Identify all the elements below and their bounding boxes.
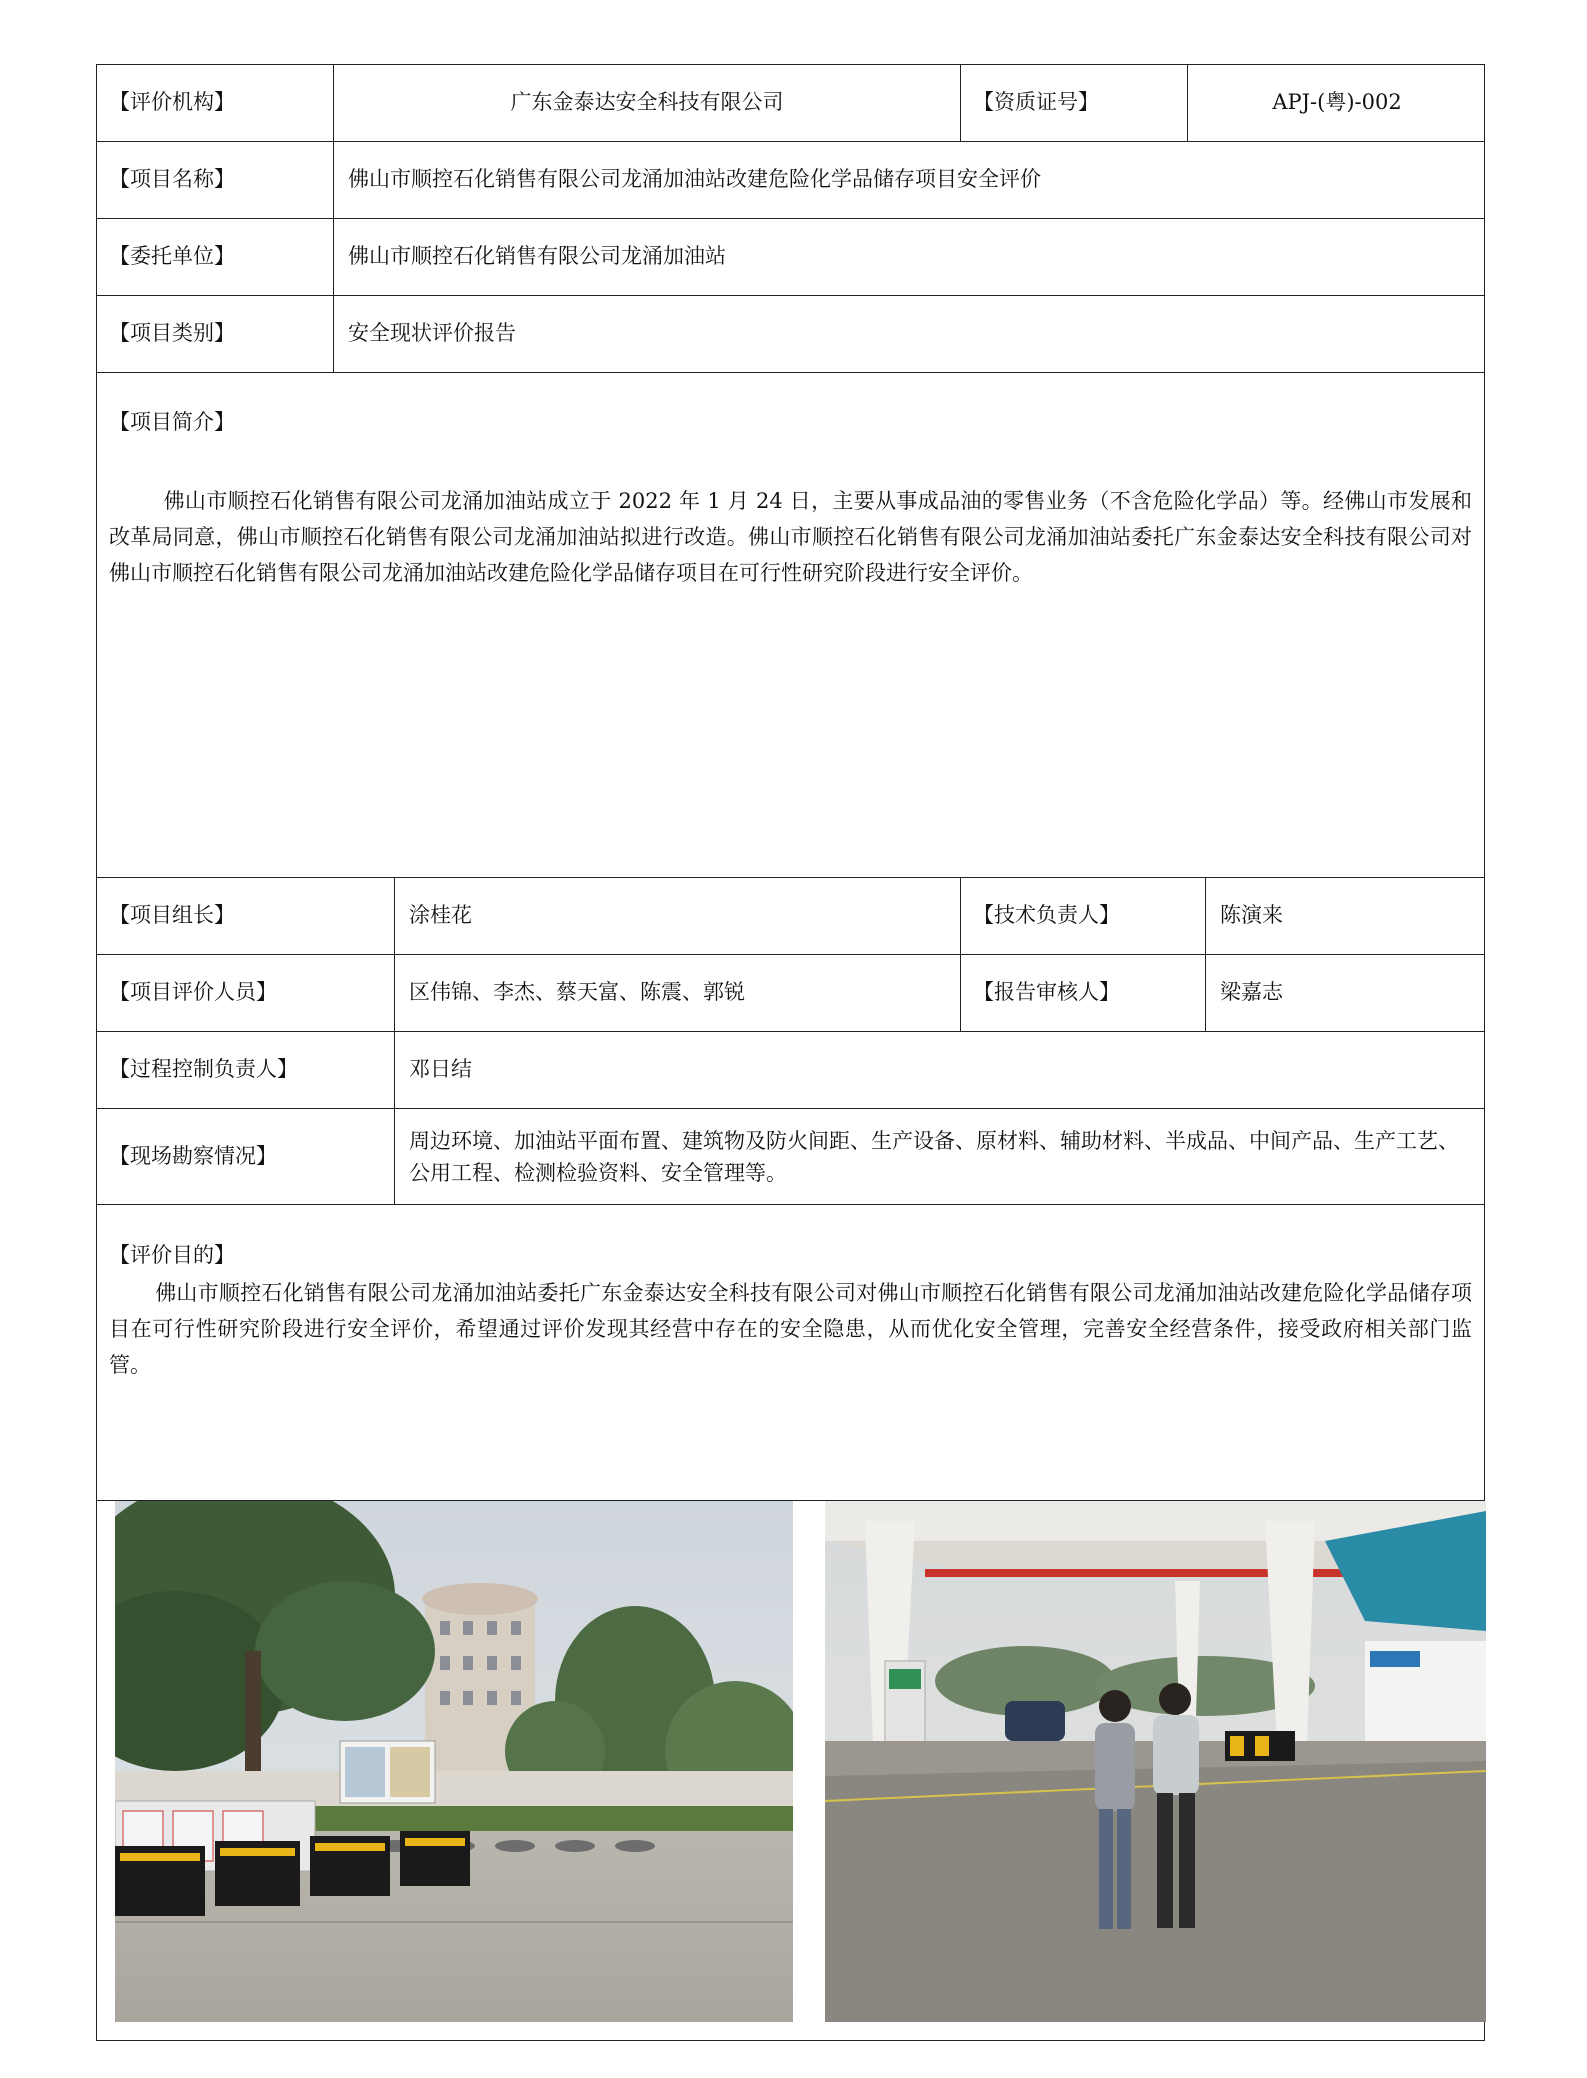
evaluation-info-sheet <box>96 64 1485 2041</box>
org-label: 【评价机构】 <box>109 90 235 115</box>
client-label: 【委托单位】 <box>109 244 235 269</box>
client-value: 佛山市顺控石化销售有限公司龙涌加油站 <box>333 219 1486 295</box>
row-evaluators <box>97 955 1484 1032</box>
intro-text: 佛山市顺控石化销售有限公司龙涌加油站成立于 2022 年 1 月 24 日，主要从事成品油的零售业务（不含危险化学品）等。经佛山市发展和改革局同意，佛山市顺控石化销售有限公司龙涌加油站拟进行改造。佛山市顺控石化销售有限公司龙涌加油站委托广东金泰达安全科技有限公司对佛山市顺控石化销售有限公司龙涌加油站改建危险化学品储存项目在可行性研究阶段进行安全评价。 <box>109 489 1472 585</box>
purpose-text: 佛山市顺控石化销售有限公司龙涌加油站委托广东金泰达安全科技有限公司对佛山市顺控石化销售有限公司龙涌加油站改建危险化学品储存项目在可行性研究阶段进行安全评价，希望通过评价发现其经营中存在的安全隐患，从而优化安全管理，完善安全经营条件，接受政府相关部门监管。 <box>109 1281 1472 1377</box>
site-photo-canopy-staff-icon <box>825 1501 1486 2022</box>
project-name-label: 【项目名称】 <box>109 167 235 192</box>
row-introduction <box>97 373 1484 878</box>
intro-title: 【项目简介】 <box>109 410 235 434</box>
category-label: 【项目类别】 <box>109 321 235 346</box>
tech-lead-value: 陈演来 <box>1205 878 1486 954</box>
tech-lead-label: 【技术负责人】 <box>960 878 1205 954</box>
purpose-title: 【评价目的】 <box>109 1243 235 1267</box>
cert-value: APJ-(粤)-002 <box>1187 65 1486 141</box>
process-control-label: 【过程控制负责人】 <box>109 1057 298 1082</box>
row-organization <box>97 65 1484 142</box>
site-photo-tank-area-icon <box>115 1501 793 2022</box>
evaluators-value: 区伟锦、李杰、蔡天富、陈震、郭锐 <box>394 955 960 1031</box>
row-client <box>97 219 1484 296</box>
evaluators-label: 【项目评价人员】 <box>109 980 277 1005</box>
row-process-control <box>97 1032 1484 1109</box>
row-site-survey <box>97 1109 1484 1205</box>
row-leader <box>97 878 1484 955</box>
row-project-name <box>97 142 1484 219</box>
cert-label: 【资质证号】 <box>960 65 1187 141</box>
leader-value: 涂桂花 <box>394 878 960 954</box>
leader-label: 【项目组长】 <box>109 903 235 928</box>
reviewer-label: 【报告审核人】 <box>960 955 1205 1031</box>
project-name-value: 佛山市顺控石化销售有限公司龙涌加油站改建危险化学品储存项目安全评价 <box>333 142 1486 218</box>
site-survey-value: 周边环境、加油站平面布置、建筑物及防火间距、生产设备、原材料、辅助材料、半成品、中间产品、生产工艺、公用工程、检测检验资料、安全管理等。 <box>394 1109 1486 1204</box>
reviewer-value: 梁嘉志 <box>1205 955 1486 1031</box>
row-purpose <box>97 1205 1484 1501</box>
category-value: 安全现状评价报告 <box>333 296 1486 372</box>
row-category <box>97 296 1484 373</box>
site-survey-label: 【现场勘察情况】 <box>109 1143 277 1168</box>
org-value: 广东金泰达安全科技有限公司 <box>333 65 960 141</box>
process-control-value: 邓日结 <box>394 1032 1486 1108</box>
